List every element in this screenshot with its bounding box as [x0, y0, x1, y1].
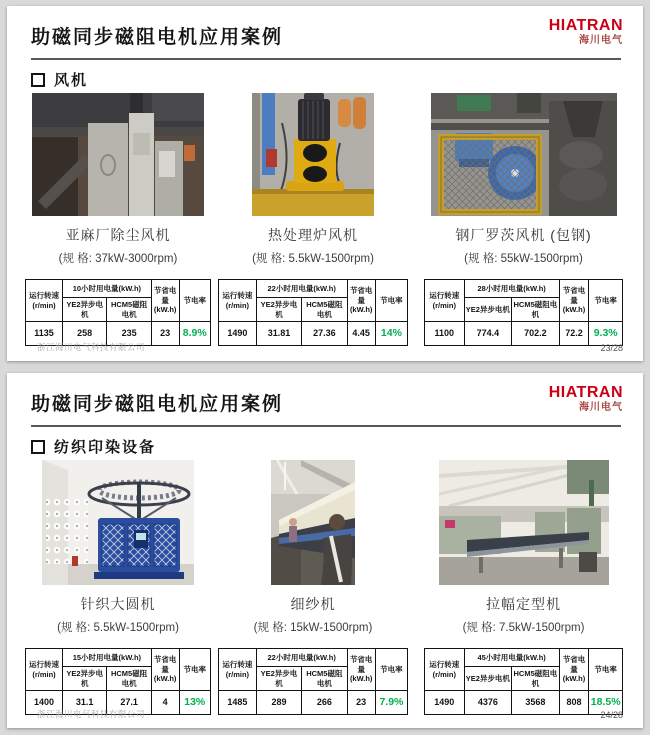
- col-hcm5: HCM5磁阻电机: [302, 298, 347, 322]
- case-column: [218, 460, 408, 715]
- photo-stenter-machine: [439, 460, 609, 585]
- energy-saving-table: [25, 648, 211, 715]
- case-caption: 热处理炉风机: [268, 227, 358, 243]
- col-usage: 22小时用电量(kW.h): [256, 280, 347, 298]
- col-usage: 15小时用电量(kW.h): [63, 649, 152, 667]
- case-column: [218, 93, 408, 346]
- saving-value: 4: [151, 691, 179, 715]
- col-saving: 节省电量 (kW.h): [347, 649, 375, 691]
- col-usage: 45小时用电量(kW.h): [464, 649, 559, 667]
- slide-textile: [7, 373, 643, 728]
- speed-value: 1400: [26, 691, 63, 715]
- case-column: [25, 93, 211, 346]
- ye2-value: 31.1: [63, 691, 107, 715]
- speed-value: 1490: [425, 691, 465, 715]
- page-number: 24/28: [600, 710, 623, 720]
- case-spec: (规 格: 55kW-1500rpm): [464, 253, 583, 265]
- col-saving: 节省电量 (kW.h): [151, 649, 179, 691]
- case-spec: (规 格: 7.5kW-1500rpm): [462, 622, 585, 634]
- case-column: [424, 460, 623, 715]
- rate-value: 13%: [179, 691, 210, 715]
- col-saving: 节省电量 (kW.h): [347, 280, 375, 322]
- hcm5-value: 3568: [512, 691, 560, 715]
- energy-saving-table: [424, 279, 623, 346]
- footer-company: 浙江海川电气科技有限公司: [37, 342, 146, 352]
- photo-heat-treatment-furnace-fan: [252, 93, 374, 216]
- col-rate: 节电率: [179, 649, 210, 691]
- col-hcm5: HCM5磁阻电机: [107, 298, 151, 322]
- col-rate: 节电率: [179, 280, 210, 322]
- col-ye2: YE2异步电机: [256, 298, 301, 322]
- speed-value: 1490: [219, 322, 257, 346]
- rate-value: 14%: [375, 322, 407, 346]
- saving-value: 4.45: [347, 322, 375, 346]
- logo-wordmark: HIATRAN: [548, 17, 623, 34]
- hiatran-logo: [549, 385, 623, 413]
- energy-saving-table: [218, 648, 408, 715]
- hcm5-value: 266: [302, 691, 347, 715]
- section-heading: [31, 69, 88, 90]
- col-speed: 运行转速 (r/min): [219, 280, 257, 322]
- rate-value: 9.3%: [589, 322, 623, 346]
- col-ye2: YE2异步电机: [464, 298, 512, 322]
- logo-chinese-name: 海川电气: [579, 35, 623, 46]
- case-caption: 钢厂罗茨风机 (包钢): [455, 227, 592, 243]
- col-usage: 22小时用电量(kW.h): [256, 649, 347, 667]
- page-title: 助磁同步磁阻电机应用案例: [31, 394, 284, 415]
- ye2-value: 258: [63, 322, 107, 346]
- col-rate: 节电率: [589, 649, 623, 691]
- section-label: 风机: [54, 72, 89, 89]
- logo-chinese-name: 海川电气: [579, 402, 623, 413]
- col-speed: 运行转速 (r/min): [425, 649, 465, 691]
- title-divider: [31, 58, 621, 60]
- saving-value: 23: [347, 691, 375, 715]
- rate-value: 7.9%: [375, 691, 407, 715]
- col-speed: 运行转速 (r/min): [425, 280, 465, 322]
- page-title: 助磁同步磁阻电机应用案例: [31, 27, 284, 48]
- speed-value: 1100: [425, 322, 465, 346]
- saving-value: 72.2: [559, 322, 589, 346]
- col-hcm5: HCM5磁阻电机: [302, 667, 347, 691]
- title-divider: [31, 425, 621, 427]
- col-usage: 28小时用电量(kW.h): [464, 280, 559, 298]
- case-spec: (规 格: 5.5kW-1500rpm): [57, 622, 179, 634]
- saving-value: 808: [559, 691, 589, 715]
- saving-value: 23: [151, 322, 179, 346]
- col-ye2: YE2异步电机: [63, 298, 107, 322]
- hiatran-logo: [549, 18, 623, 46]
- case-column: [25, 460, 211, 715]
- col-rate: 节电率: [589, 280, 623, 322]
- case-column: [424, 93, 623, 346]
- page-number: 23/28: [600, 343, 623, 353]
- case-caption: 针织大圆机: [80, 596, 156, 612]
- ye2-value: 774.4: [464, 322, 512, 346]
- rate-value: 8.9%: [179, 322, 210, 346]
- ye2-value: 4376: [464, 691, 512, 715]
- col-saving: 节省电量 (kW.h): [559, 649, 589, 691]
- col-hcm5: HCM5磁阻电机: [512, 667, 560, 691]
- ye2-value: 289: [256, 691, 301, 715]
- speed-value: 1135: [26, 322, 63, 346]
- hcm5-value: 235: [107, 322, 151, 346]
- col-usage: 10小时用电量(kW.h): [63, 280, 152, 298]
- hcm5-value: 702.2: [512, 322, 560, 346]
- col-hcm5: HCM5磁阻电机: [512, 298, 560, 322]
- case-spec: (规 格: 37kW-3000rpm): [58, 253, 178, 265]
- ye2-value: 31.81: [256, 322, 301, 346]
- case-caption: 亚麻厂除尘风机: [65, 227, 171, 243]
- energy-saving-table: [25, 279, 211, 346]
- section-heading: [31, 436, 156, 457]
- col-speed: 运行转速 (r/min): [219, 649, 257, 691]
- col-saving: 节省电量 (kW.h): [559, 280, 589, 322]
- case-caption: 拉幅定型机: [486, 596, 561, 612]
- case-spec: (规 格: 15kW-1500rpm): [253, 622, 373, 634]
- logo-wordmark: HIATRAN: [548, 384, 623, 401]
- col-ye2: YE2异步电机: [464, 667, 512, 691]
- slide-fans: [7, 6, 643, 361]
- photo-spinning-frame: [271, 460, 355, 585]
- col-ye2: YE2异步电机: [63, 667, 107, 691]
- hcm5-value: 27.36: [302, 322, 347, 346]
- col-ye2: YE2异步电机: [256, 667, 301, 691]
- photo-dust-collector-fan: [32, 93, 204, 216]
- col-speed: 运行转速 (r/min): [26, 649, 63, 691]
- photo-circular-knitting-machine: [42, 460, 194, 585]
- energy-saving-table: [218, 279, 408, 346]
- col-saving: 节省电量 (kW.h): [151, 280, 179, 322]
- case-caption: 细纱机: [290, 596, 336, 612]
- section-bullet-icon: [31, 73, 45, 87]
- rate-value: 18.5%: [589, 691, 623, 715]
- col-hcm5: HCM5磁阻电机: [107, 667, 151, 691]
- speed-value: 1485: [219, 691, 257, 715]
- col-rate: 节电率: [375, 649, 407, 691]
- hcm5-value: 27.1: [107, 691, 151, 715]
- energy-saving-table: [424, 648, 623, 715]
- footer-company: 浙江海川电气科技有限公司: [37, 709, 146, 719]
- case-spec: (规 格: 5.5kW-1500rpm): [252, 253, 374, 265]
- col-speed: 运行转速 (r/min): [26, 280, 63, 322]
- section-label: 纺织印染设备: [54, 439, 157, 456]
- photo-roots-blower: [431, 93, 617, 216]
- col-rate: 节电率: [375, 280, 407, 322]
- section-bullet-icon: [31, 440, 45, 454]
